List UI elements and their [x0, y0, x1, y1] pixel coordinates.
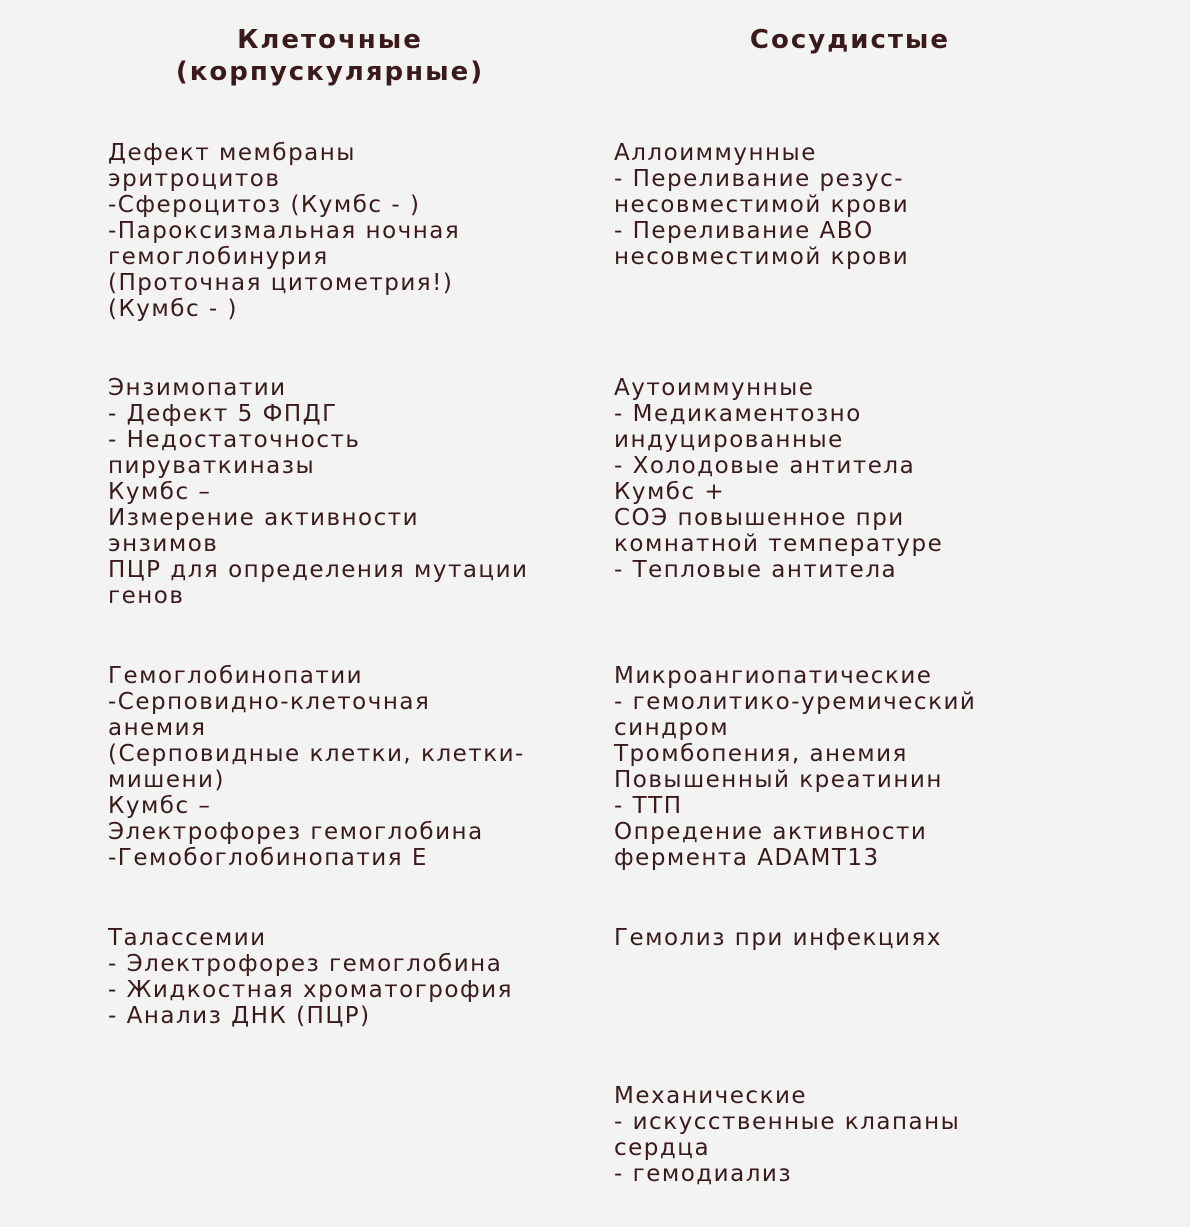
block-line: несовместимой крови — [614, 192, 910, 218]
header-cellular-line-2: (корпускулярные) — [175, 57, 485, 87]
block-line: - ТТП — [614, 793, 683, 819]
block-line: Аллоиммунные — [614, 140, 817, 166]
block-line: пируваткиназы — [108, 453, 316, 479]
block-line: -Серповидно-клеточная — [108, 689, 431, 715]
header-cellular — [110, 24, 550, 88]
block-line: - искусственные клапаны — [614, 1109, 961, 1135]
block-line: эритроцитов — [108, 166, 281, 192]
block-hemoglobinopathies — [108, 663, 525, 871]
block-line: комнатной температуре — [614, 531, 944, 557]
block-line: индуцированные — [614, 427, 844, 453]
block-membrane-defect — [108, 140, 460, 322]
block-line: Опредение активности — [614, 819, 928, 845]
block-line: гемоглобинурия — [108, 244, 329, 270]
block-line: Механические — [614, 1083, 808, 1109]
block-line: ПЦР для определения мутации — [108, 557, 529, 583]
block-line: - Холодовые антитела — [614, 453, 916, 479]
block-line: (Серповидные клетки, клетки- — [108, 741, 525, 767]
block-line: генов — [108, 583, 185, 609]
block-line: - Электрофорез гемоглобина — [108, 951, 503, 977]
block-line: - Дефект 5 ФПДГ — [108, 401, 338, 427]
block-line: энзимов — [108, 531, 219, 557]
block-line: Гемоглобинопатии — [108, 663, 364, 689]
block-line: -Гемобоглобинопатия Е — [108, 845, 428, 871]
block-line: - гемолитико-уремический — [614, 689, 977, 715]
block-line: (Проточная цитометрия!) — [108, 270, 454, 296]
block-line: сердца — [614, 1135, 711, 1161]
block-line: Измерение активности — [108, 505, 420, 531]
block-line: (Кумбс - ) — [108, 296, 238, 322]
block-autoimmune — [614, 375, 943, 583]
block-line: Дефект мембраны — [108, 140, 356, 166]
block-line: фермента ADAMT13 — [614, 845, 880, 871]
block-thalassemias — [108, 925, 513, 1029]
block-line: Аутоиммунные — [614, 375, 815, 401]
block-line: Энзимопатии — [108, 375, 287, 401]
block-line: анемия — [108, 715, 207, 741]
block-line: Повышенный креатинин — [614, 767, 943, 793]
block-alloimmune — [614, 140, 909, 270]
block-line: Кумбс – — [108, 479, 212, 505]
header-vascular — [615, 24, 1085, 56]
block-line: Электрофорез гемоглобина — [108, 819, 484, 845]
block-line: синдром — [614, 715, 730, 741]
block-mechanical — [614, 1083, 960, 1187]
block-line: - Медикаментозно — [614, 401, 862, 427]
block-line: - Анализ ДНК (ПЦР) — [108, 1003, 371, 1029]
block-line: - Недостаточность — [108, 427, 361, 453]
block-line: Талассемии — [108, 925, 267, 951]
block-line: Гемолиз при инфекциях — [614, 925, 942, 951]
block-line: - Жидкостная хроматогрофия — [108, 977, 513, 1003]
block-line: - Переливание АВО — [614, 218, 874, 244]
block-line: СОЭ повышенное при — [614, 505, 905, 531]
block-line: мишени) — [108, 767, 225, 793]
block-line: Тромбопения, анемия — [614, 741, 908, 767]
block-line: - Переливание резус- — [614, 166, 905, 192]
header-cellular-line-1: Клеточные — [237, 25, 423, 55]
block-line: -Пароксизмальная ночная — [108, 218, 461, 244]
block-line: Кумбс – — [108, 793, 212, 819]
block-line: Кумбс + — [614, 479, 726, 505]
block-line: -Сфероцитоз (Кумбс - ) — [108, 192, 421, 218]
block-line: - гемодиализ — [614, 1161, 793, 1187]
block-line: Микроангиопатические — [614, 663, 933, 689]
block-enzymopathies — [108, 375, 528, 609]
block-line: - Тепловые антитела — [614, 557, 898, 583]
header-vascular-line-1: Сосудистые — [749, 25, 951, 55]
block-microangiopathic — [614, 663, 976, 871]
block-infection-hemolysis — [614, 925, 942, 951]
block-line: несовместимой крови — [614, 244, 910, 270]
